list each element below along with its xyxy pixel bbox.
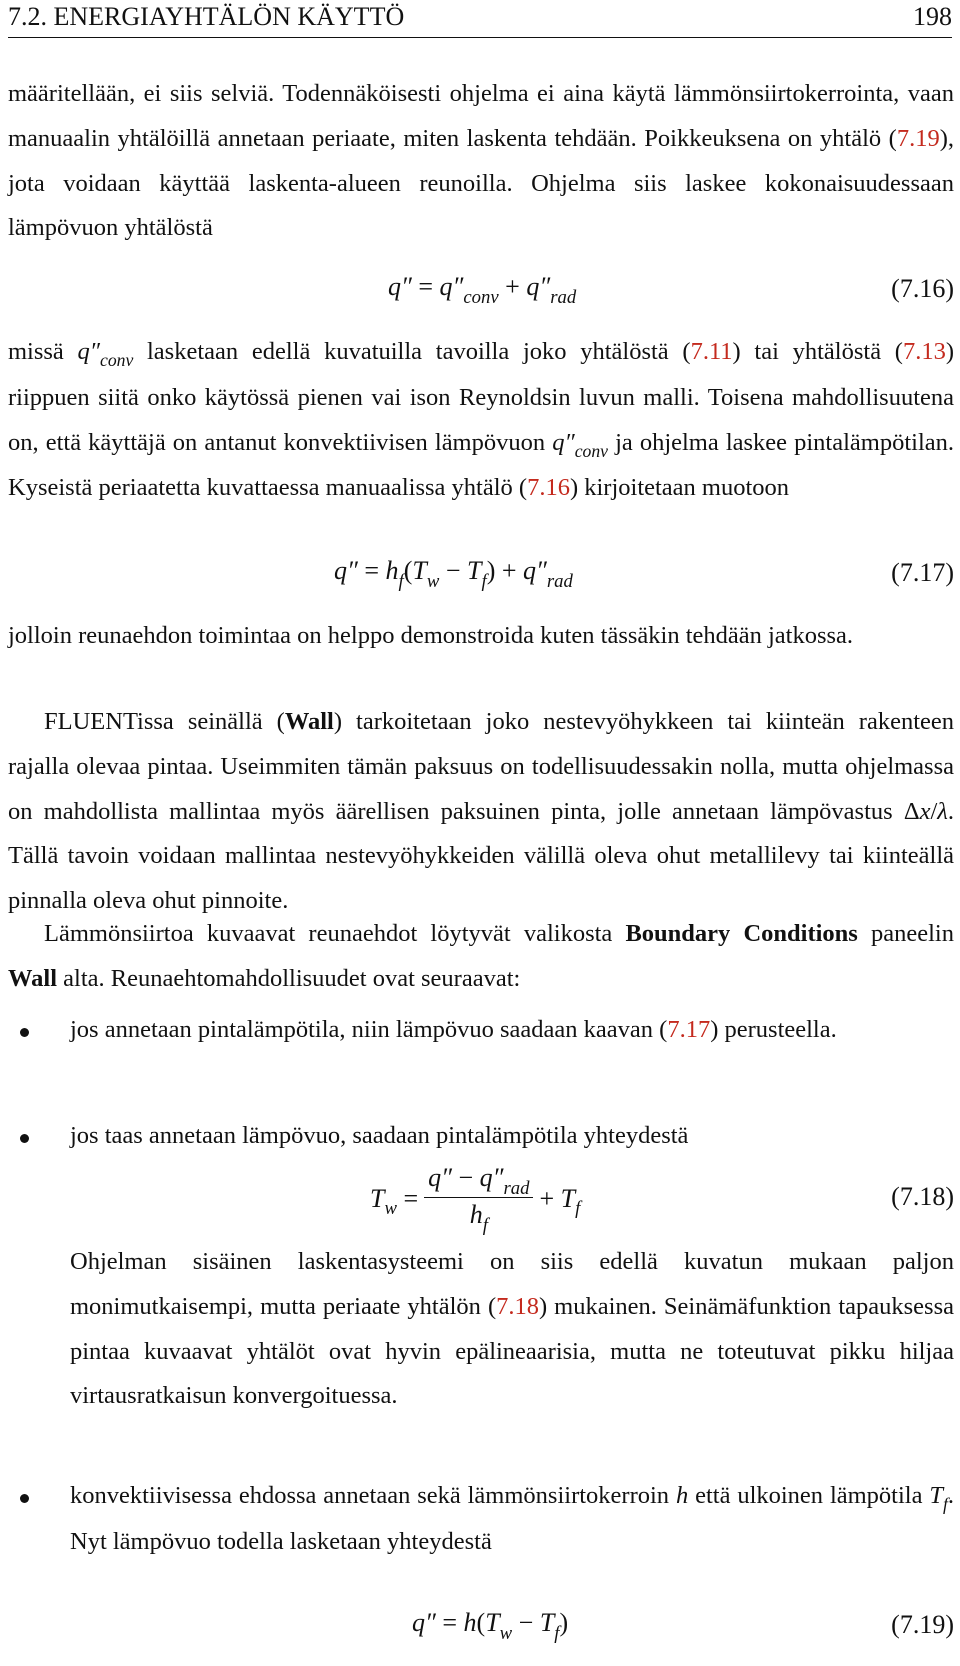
running-header	[8, 0, 952, 36]
equation-number: (7.19)	[891, 1610, 954, 1639]
equation-number: (7.16)	[891, 274, 954, 303]
paragraph-text: ) perusteella.	[710, 1016, 837, 1043]
equation-body: $T_w$ = $\frac{q'' - q''_{rad}}{h_f}$ + $T_f$	[370, 1163, 581, 1236]
paragraph-text: missä	[8, 338, 64, 365]
equation-link[interactable]: 7.13	[902, 338, 946, 365]
paragraph-text: ), jota voidaan käyttää laskenta-alueen reunoilla. Ohjelma siis laskee kokonaisuudessaan lämpövuon yhtälöstä	[8, 124, 954, 242]
paragraph-text: ) riippuen siitä onko käytössä pienen vai ison Reynoldsin luvun malli. Toisena mahdollisuutena on, että käyttäjä on antanut konvektiivisen lämpövuon	[8, 338, 954, 456]
equation-body: $q'' = q''_{conv} + q''_{rad}$	[388, 272, 577, 308]
equation-link[interactable]: 7.16	[527, 474, 570, 502]
equation-body: $q'' = h_f(T_w - T_f) + q''_{rad}$	[334, 556, 573, 592]
equation-7-19	[8, 1608, 954, 1656]
paragraph-convective	[8, 330, 954, 511]
bullet-icon	[20, 1134, 29, 1143]
math-inline: $q''_{conv}$	[77, 338, 134, 371]
paragraph-text: ) tai yhtälöstä (	[732, 338, 903, 365]
list-item-continuation	[70, 1240, 954, 1419]
math-inline: $q''_{conv}$	[552, 428, 608, 461]
paragraph-text: Lämmönsiirtoa kuvaavat reunaehdot löytyvät valikosta	[44, 920, 613, 947]
paragraph-text: jos taas annetaan lämpövuo, saadaan pintalämpötila yhteydestä	[70, 1122, 689, 1149]
equation-7-18	[8, 1162, 954, 1236]
list-item	[70, 1474, 954, 1565]
paragraph-text: ) mukainen. Seinämäfunktion tapauksessa pintaa kuvaavat yhtälöt ovat hyvin epälineaarisia, mutta ne toteutuvat pikku hiljaa virtausratkaisun konvergoituessa.	[70, 1292, 954, 1410]
paragraph-text: FLUENTissa seinällä (	[44, 708, 285, 735]
paragraph-text: . Tällä tavoin voidaan mallintaa nestevyöhykkeiden välillä oleva ohut metallilevy tai kiinteällä pinnalla oleva ohut pinnoite.	[8, 797, 955, 915]
bullet-icon	[20, 1028, 29, 1037]
paragraph-text: paneelin	[871, 920, 954, 947]
ui-term: Boundary Conditions	[625, 920, 858, 947]
paragraph-text: että ulkoinen lämpötila	[695, 1482, 923, 1509]
section-title: 7.2. ENERGIAYHTÄLÖN KÄYTTÖ	[8, 2, 405, 31]
paragraph-text: alta. Reunaehtomahdollisuudet ovat seuraavat:	[63, 964, 521, 992]
list-item	[70, 1008, 954, 1053]
paragraph-text: Ohjelman sisäinen laskentasysteemi on siis edellä kuvatun mukaan paljon monimutkaisempi, mutta periaate yhtälön (	[70, 1248, 954, 1320]
list-item	[70, 1114, 954, 1159]
equation-body: $q'' = h(T_w - T_f)$	[412, 1608, 569, 1644]
paragraph-text: konvektiivisessa ehdossa annetaan sekä lämmönsiirtokerroin	[70, 1482, 670, 1509]
equation-7-17	[8, 556, 954, 604]
ui-term: Wall	[284, 708, 334, 735]
paragraph-text: ja ohjelma laskee pintalämpötilan. Kyseistä periaatetta kuvattaessa manuaalissa yhtälö (	[8, 428, 955, 502]
paragraph-demonstration	[8, 614, 954, 659]
equation-link[interactable]: 7.11	[690, 338, 733, 365]
paragraph-boundary	[8, 912, 954, 1002]
bullet-icon	[20, 1494, 29, 1503]
ui-term: Wall	[8, 964, 58, 992]
math-inline: h	[675, 1482, 689, 1509]
equation-link[interactable]: 7.19	[896, 124, 940, 152]
equation-7-16	[8, 272, 954, 320]
paragraph-text: ) kirjoitetaan muotoon	[569, 474, 790, 502]
paragraph-text: jos annetaan pintalämpötila, niin lämpövuo saadaan kaavan (	[70, 1016, 668, 1043]
math-inline: $T_f$	[929, 1482, 948, 1515]
math-inline: Δx/λ	[903, 797, 948, 825]
paragraph-intro	[8, 72, 954, 251]
paragraph-text: ) tarkoitetaan joko nestevyöhykkeen tai kiinteän rakenteen rajalla olevaa pintaa. Useimmiten tämän paksuus on todellisuudessakin nolla, mutta ohjelmassa on mahdollista mallintaa myös äärellisen paksuinen pinta, jolle annetaan lämpövastus	[8, 708, 954, 825]
header-rule	[8, 37, 952, 38]
paragraph-text: jolloin reunaehdon toimintaa on helppo demonstroida kuten tässäkin tehdään jatkossa.	[8, 622, 854, 649]
paragraph-text: lasketaan edellä kuvatuilla tavoilla joko yhtälöstä (	[147, 338, 691, 365]
equation-number: (7.18)	[891, 1182, 954, 1211]
paragraph-wall	[8, 700, 954, 924]
equation-link[interactable]: 7.17	[667, 1016, 711, 1043]
page-number: 198	[913, 2, 952, 31]
paragraph-text: . Nyt lämpövuo todella lasketaan yhteydestä	[70, 1482, 955, 1555]
equation-number: (7.17)	[891, 558, 954, 587]
paragraph-text: määritellään, ei siis selviä. Todennäköisesti ohjelma ei aina käytä lämmönsiirtokerrointa, vaan manuaalin yhtälöillä annetaan periaate, miten laskenta tehdään. Poikkeuksena on yhtälö (	[8, 80, 954, 152]
equation-link[interactable]: 7.18	[496, 1292, 539, 1320]
